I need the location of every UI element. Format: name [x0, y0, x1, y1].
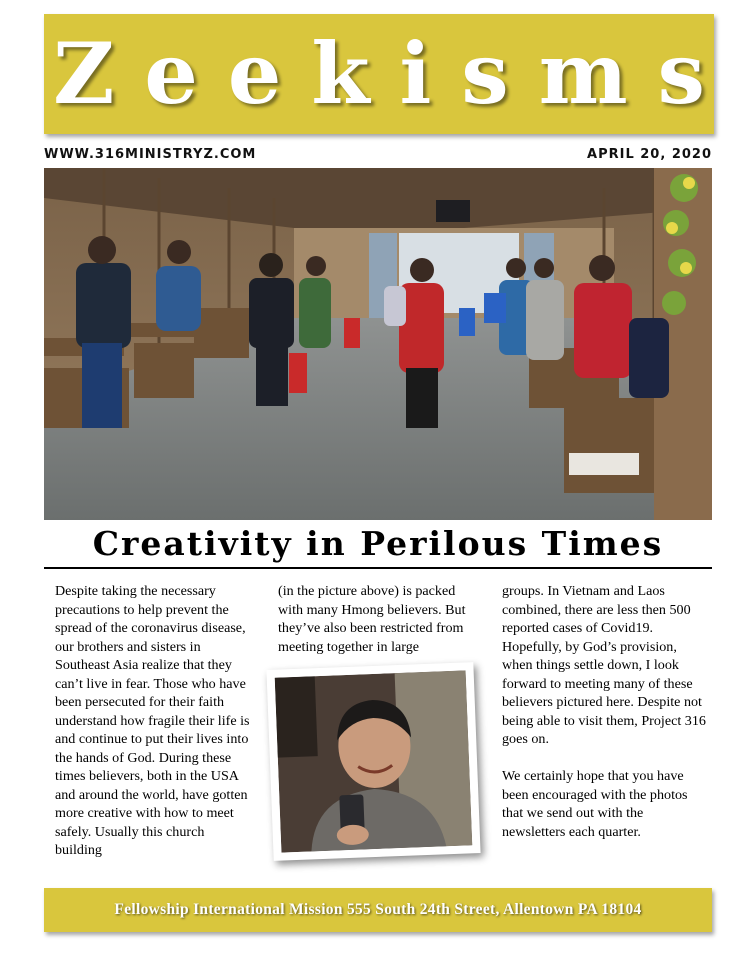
church-photo [44, 168, 712, 520]
website-link[interactable]: WWW.316MINISTRYZ.COM [44, 147, 257, 162]
article-column-2 [278, 582, 478, 656]
article-headline: Creativity in Perilous Times [92, 524, 664, 563]
footer-banner [44, 888, 712, 932]
column-2-text: (in the picture above) is packed with many Hmong believers. But they’ve also been restricted from meeting together in large [278, 583, 466, 655]
info-bar [44, 147, 712, 162]
masthead-title: Zeekisms [53, 24, 735, 123]
headline-divider [44, 567, 712, 569]
inset-photo [266, 662, 480, 861]
article-column-3 [502, 582, 707, 841]
column-1-text: Despite taking the necessary precautions to help prevent the spread of the coronavirus disease, our brothers and sisters in Southeast Asia realize that they can’t live in fear. Those who have been persecuted for their faith understand how fragile their life is and continue to put their lives into the hands of God. During these times believers, both in the USA and around the world, have gotten more creative with how to meet safely. Usually this church building [55, 583, 250, 858]
article-column-1 [55, 582, 250, 860]
masthead-banner [44, 14, 735, 134]
column-3-paragraph-1: groups. In Vietnam and Laos combined, there are less then 500 reported cases of Covid19. Hopefully, by God’s provision, when things settle down, I look forward to meeting many of these believers pictured here. Despite not being able to visit them, Project 316 goes on. [502, 583, 706, 747]
column-3-paragraph-2: We certainly hope that you have been encouraged with the photos that we send out with the newsletters each quarter. [502, 768, 688, 840]
footer-address: Fellowship International Mission 555 South 24th Street, Allentown PA 18104 [114, 901, 642, 918]
issue-date: APRIL 20, 2020 [587, 147, 712, 162]
